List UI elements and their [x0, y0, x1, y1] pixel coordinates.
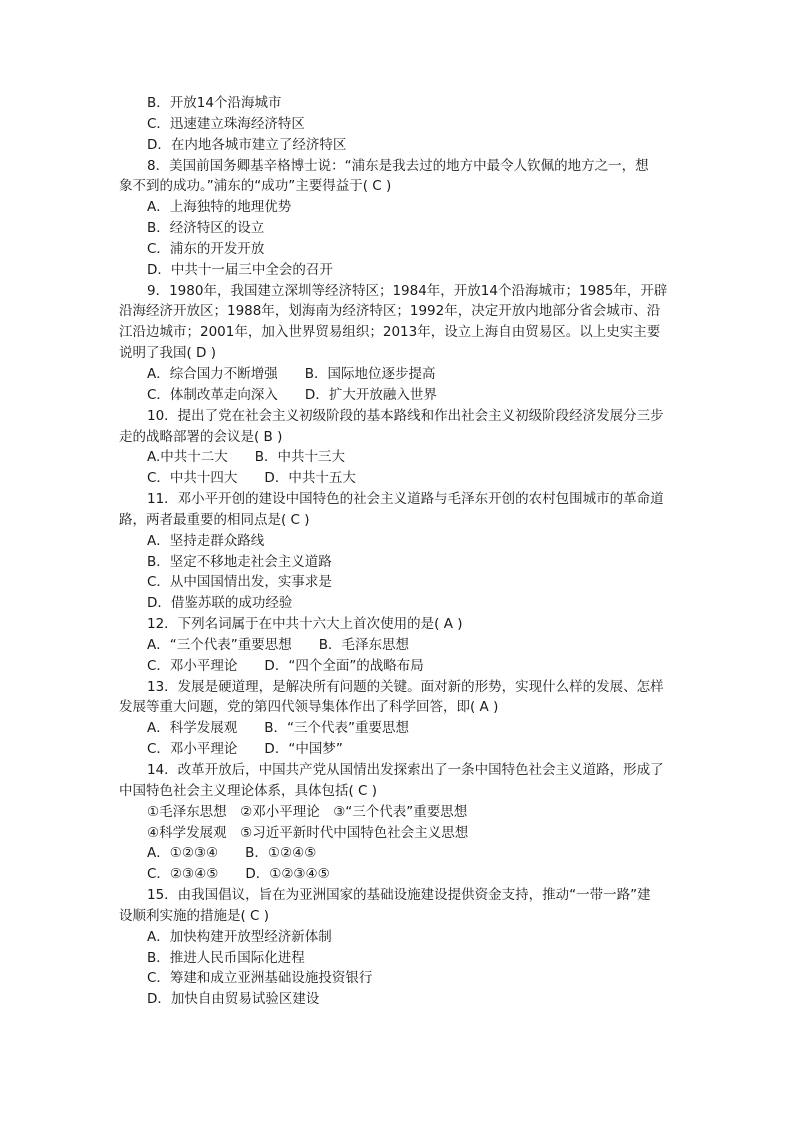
text-line: 说明了我国( D )	[119, 345, 217, 362]
text-line: ④科学发展观 ⑤习近平新时代中国特色社会主义思想	[147, 824, 469, 841]
text-line: 发展等重大问题，党的第四代领导集体作出了科学回答，即( A )	[119, 699, 499, 716]
text-line: C．浦东的开发开放	[147, 240, 265, 257]
text-line: 走的战略部署的会议是( B )	[119, 428, 283, 445]
text-line: C．体制改革走向深入 D．扩大开放融入世界	[147, 386, 437, 403]
text-line: B．坚定不移地走社会主义道路	[147, 553, 332, 570]
text-line: A．①②③④ B．①②④⑤	[147, 845, 317, 862]
text-line: A．坚持走群众路线	[147, 532, 265, 549]
text-line: 14．改革开放后，中国共产党从国情出发探索出了一条中国特色社会主义道路，形成了	[147, 762, 664, 778]
text-line: 象不到的成功。”浦东的“成功”主要得益于( C )	[119, 178, 392, 195]
text-line: 9．1980年，我国建立深圳等经济特区；1984年，开放14个沿海城市；1985年，开辟	[147, 282, 668, 299]
text-line: C．邓小平理论 D．“四个全面”的战略布局	[147, 657, 424, 674]
text-line: 8．美国前国务卿基辛格博士说：“浦东是我去过的地方中最令人钦佩的地方之一，想	[147, 157, 649, 174]
text-line: C．从中国国情出发，实事求是	[147, 574, 332, 591]
text-line: C．②③④⑤ D．①②③④⑤	[147, 866, 330, 883]
text-line: 路，两者最重要的相同点是( C )	[119, 511, 310, 528]
text-line: C．筹建和成立亚洲基础设施投资银行	[147, 970, 373, 987]
text-line: A.中共十二大 B．中共十三大	[147, 449, 346, 466]
text-line: C．中共十四大 D．中共十五大	[147, 470, 356, 487]
text-line: 中国特色社会主义理论体系，具体包括( C )	[119, 782, 378, 799]
text-line: 13．发展是硬道理，是解决所有问题的关键。面对新的形势，实现什么样的发展、怎样	[147, 678, 664, 695]
text-line: 10．提出了党在社会主义初级阶段的基本路线和作出社会主义初级阶段经济发展分三步	[147, 407, 664, 424]
text-line: B．开放14个沿海城市	[147, 95, 282, 111]
text-line: D．中共十一届三中全会的召开	[147, 261, 333, 278]
text-line: C．迅速建立珠海经济特区	[147, 115, 305, 132]
text-line: 沿海经济开放区；1988年，划海南为经济特区；1992年，决定开放内地部分省会城市、沿	[119, 303, 661, 320]
text-line: 江沿边城市；2001年，加入世界贸易组织；2013年，设立上海自由贸易区。以上史实主要	[119, 324, 661, 341]
text-line: A．综合国力不断增强 B．国际地位逐步提高	[147, 365, 436, 382]
text-line: D．在内地各城市建立了经济特区	[147, 136, 347, 153]
text-line: B．推进人民币国际化进程	[147, 949, 305, 966]
text-line: A．科学发展观 B．“三个代表”重要思想	[147, 720, 409, 737]
text-line: D．借鉴苏联的成功经验	[147, 595, 293, 612]
text-line: 12．下列名词属于在中共十六大上首次使用的是( A )	[147, 616, 463, 633]
text-line: 设顺利实施的措施是( C )	[119, 907, 270, 924]
question-text-block	[119, 93, 679, 1010]
text-line: A．上海独特的地理优势	[147, 199, 292, 216]
text-line: A．“三个代表”重要思想 B．毛泽东思想	[147, 636, 409, 653]
text-line: C．邓小平理论 D．“中国梦”	[147, 741, 343, 758]
text-line: B．经济特区的设立	[147, 220, 265, 237]
text-line: ①毛泽东思想 ②邓小平理论 ③“三个代表”重要思想	[147, 803, 468, 820]
text-line: 15．由我国倡议，旨在为亚洲国家的基础设施建设提供资金支持，推动“一带一路”建	[147, 887, 651, 904]
text-line: 11．邓小平开创的建设中国特色的社会主义道路与毛泽东开创的农村包围城市的革命道	[147, 491, 664, 508]
text-line: A．加快构建开放型经济新体制	[147, 928, 332, 945]
text-line: D．加快自由贸易试验区建设	[147, 991, 320, 1008]
